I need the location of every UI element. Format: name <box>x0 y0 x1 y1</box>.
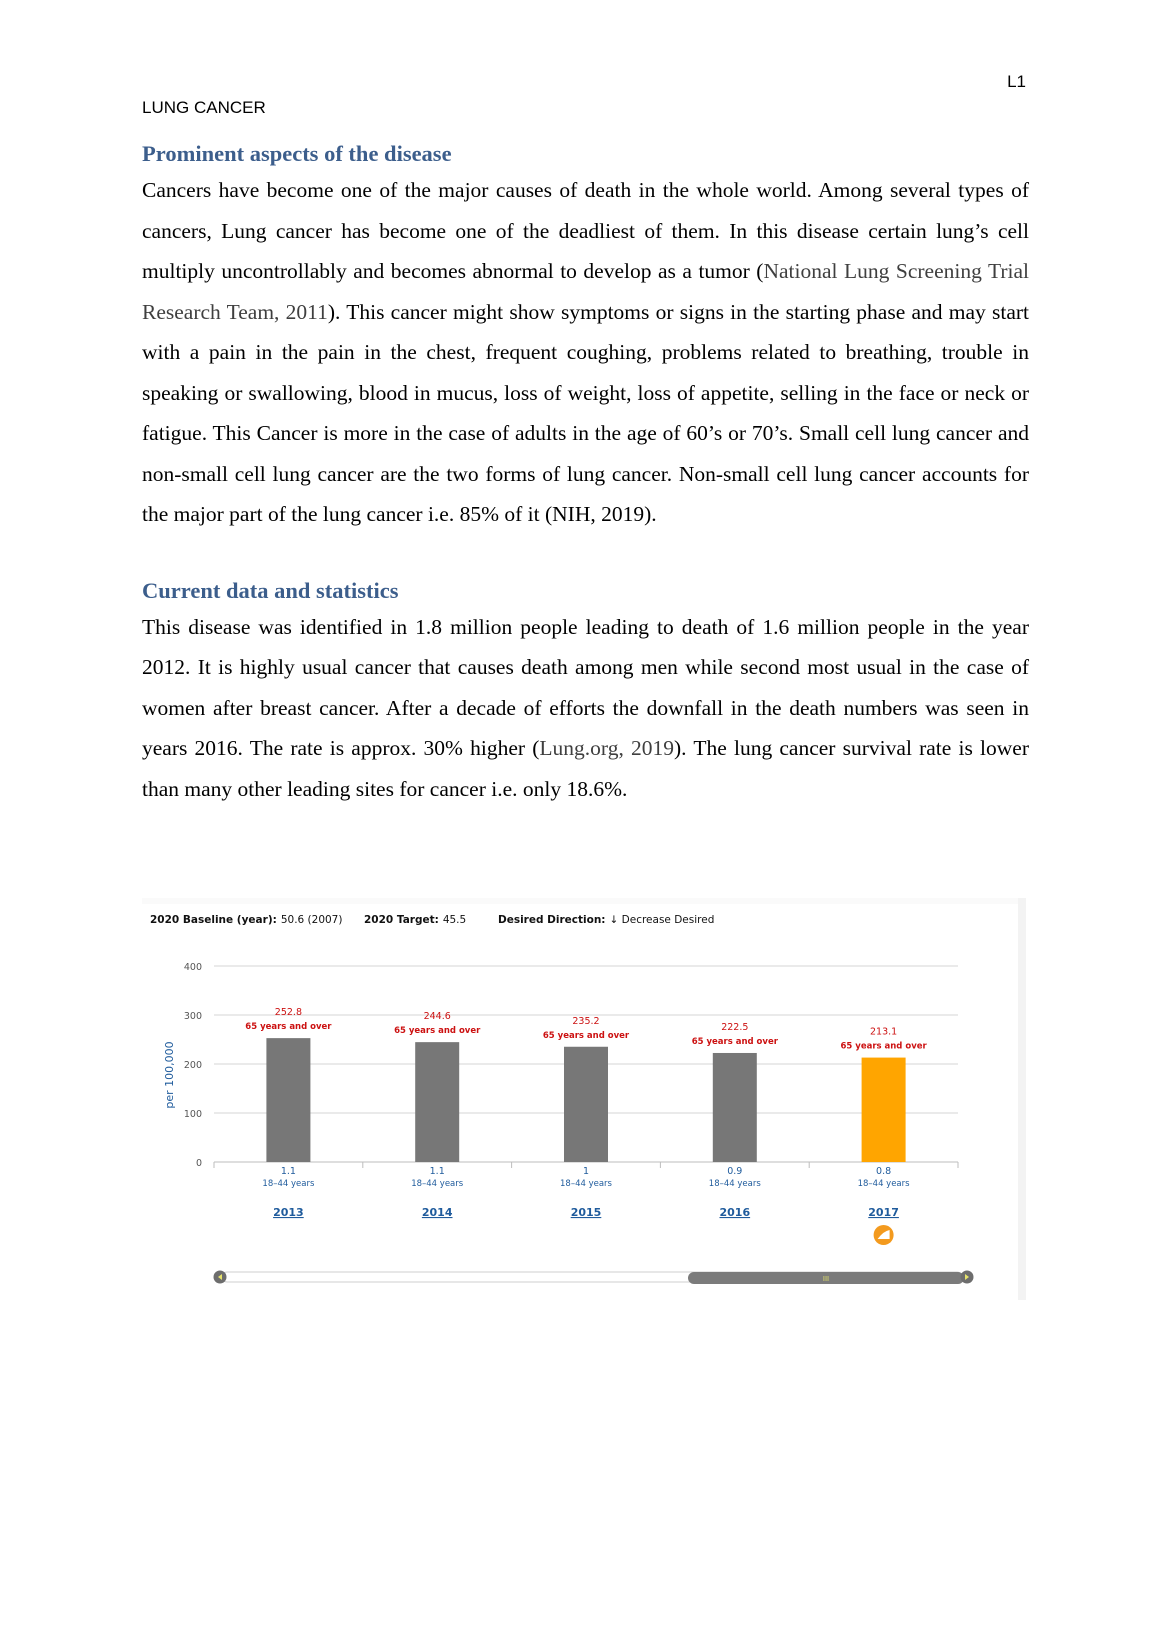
target-value: 45.5 <box>442 914 467 926</box>
citation: National Lung Screening Trial Research Team, 2011 <box>142 259 1029 324</box>
direction-value: ↓ Decrease Desired <box>609 914 715 926</box>
bar-2016 <box>713 1053 757 1162</box>
bar-series-label: 65 years and over <box>542 1030 630 1041</box>
bar-value-label: 244.6 <box>423 1011 451 1023</box>
year-link-2016[interactable]: 2016 <box>719 1206 751 1219</box>
page-number: L1 <box>1007 72 1026 91</box>
young-series-label: 18–44 years <box>857 1179 910 1189</box>
bar-chart <box>142 898 1026 1300</box>
chart-scrollbar[interactable] <box>214 1271 974 1285</box>
paragraph-text: This disease was identified in 1.8 million people leading to death of 1.6 million people in the year 2012. It is highly usual cancer that causes death among men while second most usual in the case of women after breast cancer. After a decade of efforts the downfall in the death numbers was seen in years 2016. The rate is approx. 30% higher ( <box>142 614 1029 760</box>
year-link-2014[interactable]: 2014 <box>421 1206 453 1219</box>
y-tick-label: 100 <box>183 1109 202 1120</box>
direction-text <box>498 914 714 926</box>
direction-label: Desired Direction: <box>498 914 606 926</box>
bar-2017 <box>862 1058 906 1162</box>
target-text <box>364 914 466 926</box>
year-link-2015[interactable]: 2015 <box>570 1206 602 1219</box>
bar-value-label: 252.8 <box>274 1007 303 1019</box>
paragraph-current-data <box>142 607 1029 810</box>
running-head: LUNG CANCER <box>142 98 266 117</box>
chart-frame-shade <box>1018 898 1026 1300</box>
bar-series-label: 65 years and over <box>394 1026 481 1037</box>
young-series-label: 18–44 years <box>708 1179 761 1189</box>
young-series-label: 18–44 years <box>560 1179 612 1189</box>
bar-value-label: 222.5 <box>721 1021 749 1033</box>
baseline-value: 50.6 (2007) <box>280 914 343 926</box>
chart-figure <box>142 898 1026 1300</box>
bar-series-label: 65 years and over <box>840 1041 927 1052</box>
baseline-text <box>150 914 342 926</box>
bar-2015 <box>564 1047 608 1162</box>
bar-series-label: 65 years and over <box>245 1022 332 1033</box>
bar-2013 <box>266 1038 310 1162</box>
young-series-label: 18–44 years <box>262 1179 315 1189</box>
bar-value-label: 235.2 <box>572 1015 600 1027</box>
paragraph-text: ). The lung cancer survival rate is lower than many other leading sites for cancer i.e. only 18.6%. <box>142 736 1029 801</box>
scrollbar-grip: III <box>822 1275 830 1283</box>
bar-value-label: 213.1 <box>869 1026 898 1038</box>
year-link-2017[interactable]: 2017 <box>868 1206 899 1219</box>
section-heading-prominent-aspects: Prominent aspects of the disease <box>142 141 452 166</box>
bar-2014 <box>415 1042 459 1162</box>
document-body <box>142 138 1029 809</box>
year-link-2013[interactable]: 2013 <box>273 1206 304 1219</box>
young-value-label: 0.8 <box>876 1166 892 1177</box>
young-series-label: 18–44 years <box>411 1179 464 1189</box>
y-axis-label: per 100,000 <box>163 1041 176 1109</box>
y-tick-label: 300 <box>183 1011 202 1022</box>
section-heading-current-data: Current data and statistics <box>142 577 399 603</box>
y-tick-label: 0 <box>195 1158 202 1169</box>
bar-series-label: 65 years and over <box>691 1036 778 1047</box>
young-value-label: 1 <box>582 1166 590 1177</box>
paragraph-text: ). This cancer might show symptoms or signs in the starting phase and may start with a pain in the pain in the chest, frequent coughing, problems related to breathing, trouble in speaking or swallowing, blood in mucus, loss of weight, loss of appetite, selling in the face or neck or fatigue. This Cancer is more in the case of adults in the age of 60’s or 70’s. Small cell lung cancer and non-small cell lung cancer are the two forms of lung cancer. Non-small cell lung cancer accounts for the major part of the lung cancer i.e. 85% of it (NIH, 2019). <box>142 299 1029 526</box>
paragraph-text: Cancers have become one of the major causes of death in the whole world. Among several types of cancers, Lung cancer has become one of the deadliest of them. In this disease certain lung’s cell multiply uncontrollably and becomes abnormal to develop as a tumor ( <box>142 178 1029 283</box>
y-tick-label: 400 <box>183 962 202 973</box>
young-value-label: 0.9 <box>727 1166 743 1177</box>
target-label: 2020 Target: <box>364 914 439 926</box>
paragraph-prominent-aspects <box>142 170 1029 535</box>
y-tick-label: 200 <box>183 1060 202 1071</box>
baseline-label: 2020 Baseline (year): <box>150 914 277 926</box>
chart-frame-shade <box>142 898 1026 904</box>
young-value-label: 1.1 <box>429 1166 445 1177</box>
young-value-label: 1.1 <box>280 1166 296 1177</box>
citation: Lung.org, 2019 <box>539 736 675 760</box>
